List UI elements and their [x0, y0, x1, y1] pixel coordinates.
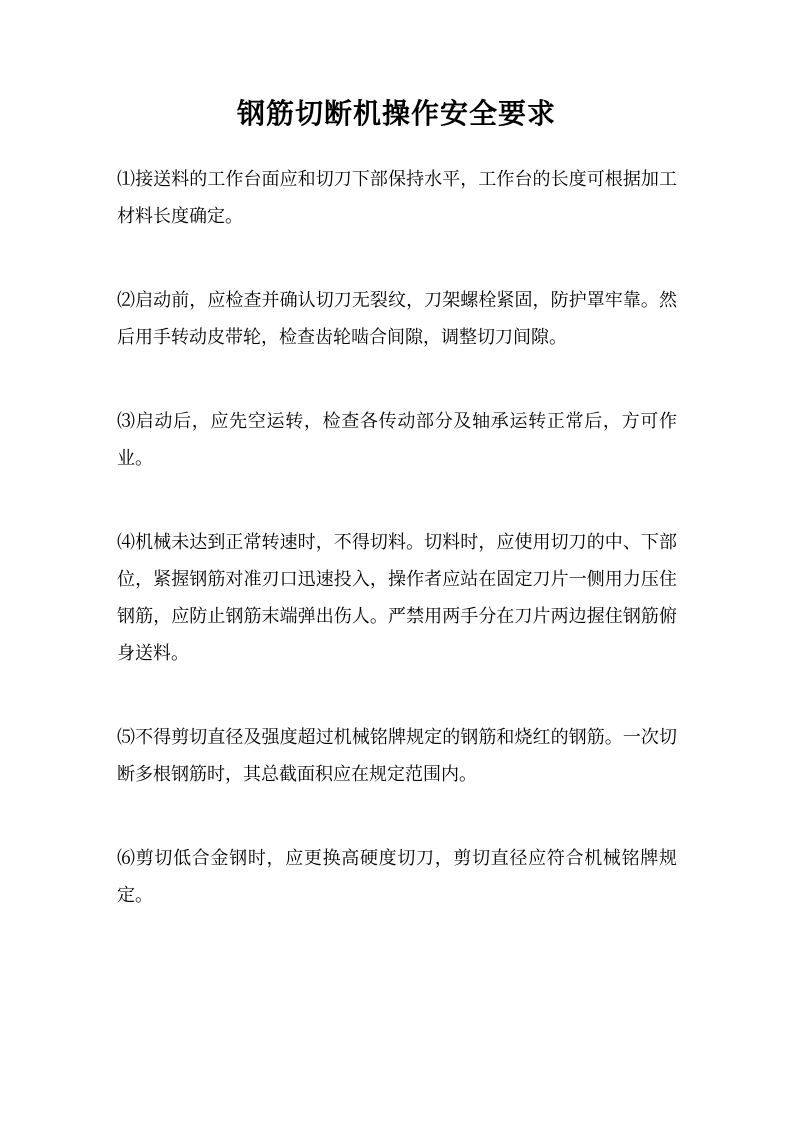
paragraph-5: ⑸不得剪切直径及强度超过机械铭牌规定的钢筋和烧红的钢筋。一次切断多根钢筋时，其总截面积应在规定范围内。 [117, 727, 677, 785]
document-title: 钢筋切断机操作安全要求 [236, 97, 556, 130]
paragraph-6: ⑹剪切低合金钢时，应更换高硬度切刀，剪切直径应符合机械铭牌规定。 [117, 848, 677, 906]
paragraph-4: ⑷机械未达到正常转速时，不得切料。切料时，应使用切刀的中、下部位，紧握钢筋对准刃口迅速投入，操作者应站在固定刀片一侧用力压住钢筋，应防止钢筋末端弹出伤人。严禁用两手分在刀片两边握住钢筋俯身送料。 [117, 532, 677, 664]
paragraph-1: ⑴接送料的工作台面应和切刀下部保持水平，工作台的长度可根据加工材料长度确定。 [117, 169, 677, 227]
paragraph-3: ⑶启动后，应先空运转，检查各传动部分及轴承运转正常后，方可作业。 [117, 411, 677, 469]
paragraph-2: ⑵启动前，应检查并确认切刀无裂纹，刀架螺栓紧固，防护罩牢靠。然后用手转动皮带轮，检查齿轮啮合间隙，调整切刀间隙。 [117, 290, 677, 348]
document-body [117, 161, 677, 961]
